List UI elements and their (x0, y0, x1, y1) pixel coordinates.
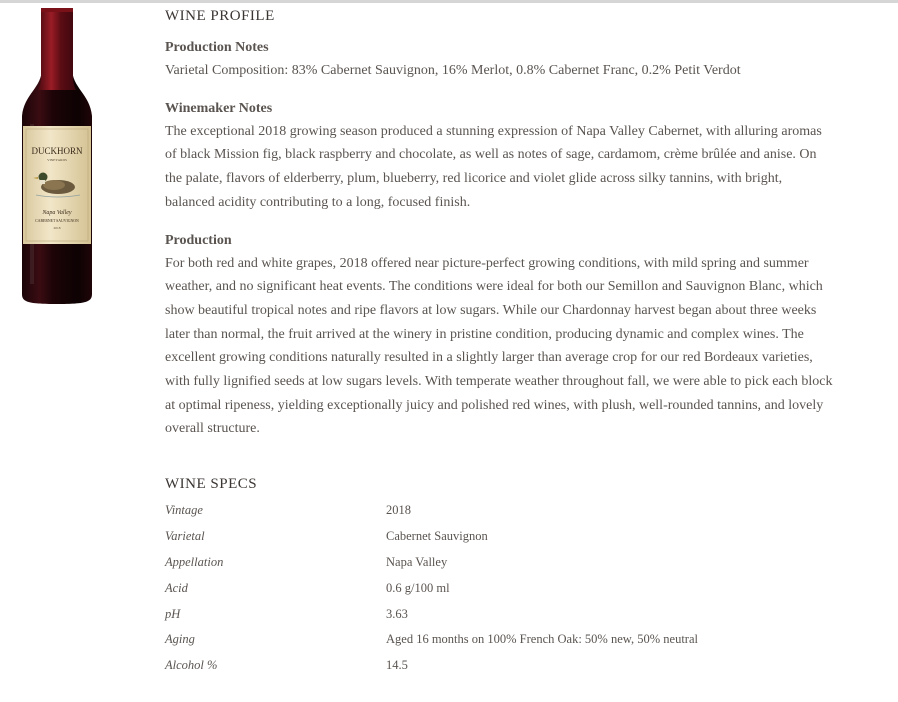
spec-label: Varietal (165, 529, 205, 544)
wine-bottle-image (14, 6, 100, 308)
spec-row-aging (165, 627, 765, 653)
bottle-illustration (14, 6, 100, 308)
spec-row-ph (165, 601, 765, 627)
spec-label: Aging (165, 632, 195, 647)
winemaker-notes-block (165, 98, 835, 215)
bottle-brand-text: DUCKHORN (31, 146, 83, 156)
bottle-varietal-text: CABERNET SAUVIGNON (35, 219, 79, 223)
spec-row-vintage (165, 498, 765, 524)
spec-row-appellation (165, 550, 765, 576)
wine-profile-section (165, 6, 835, 441)
production-heading: Production (165, 232, 232, 248)
production-notes-heading: Production Notes (165, 40, 269, 55)
spec-label: Acid (165, 580, 188, 595)
bottle-region-text: Napa Valley (42, 210, 72, 216)
spec-value: 2018 (386, 503, 411, 518)
winemaker-notes-heading: Winemaker Notes (165, 100, 273, 116)
bottle-year-text: 2018 (53, 226, 61, 230)
spec-value: 0.6 g/100 ml (386, 580, 450, 595)
spec-label: Vintage (165, 503, 203, 518)
spec-value: 3.63 (386, 606, 408, 621)
winemaker-notes-text: The exceptional 2018 growing season produced a stunning expression of Napa Valley Cabernet, with alluring aromas of black Mission fig, black raspberry and chocolate, as well as notes of sage, cardamom, crème brûlée and anise. On the palate, flavors of elderberry, plum, blueberry, red licorice and violet glide across silky tannins, with bright, balanced acidity contributing to a long, focused finish. (165, 123, 822, 210)
spec-row-varietal (165, 524, 765, 550)
wine-specs-section (165, 474, 765, 679)
production-text: For both red and white grapes, 2018 offered near picture-perfect growing conditions, with mild spring and summer weather, and no significant heat events. The conditions were ideal for both our Semillon and Sauvignon Blanc, which show beautiful tropical notes and ripe flavors at low sugars. While our Chardonnay harvest began about three weeks later than normal, the fruit arrived at the winery in pristine condition, producing dynamic and complex wines. The excellent growing conditions naturally resulted in a slightly larger than average crop for our red Bordeaux varieties, with fully lignified seeds at low sugars levels. With temperate weather throughout fall, we were able to pick each block at optimal ripeness, yielding exceptionally juicy and polished red wines, with plush, well-rounded tannins, and lovely overall structure. (165, 255, 833, 437)
production-block (165, 230, 835, 442)
spec-label: Appellation (165, 554, 224, 569)
production-notes-block (165, 37, 835, 83)
spec-label: Alcohol % (165, 658, 218, 673)
spec-value: Cabernet Sauvignon (386, 529, 488, 544)
spec-label: pH (165, 606, 181, 621)
wine-specs-title: WINE SPECS (165, 476, 258, 492)
wine-profile-title: WINE PROFILE (165, 8, 275, 24)
bottle-sub-text: VINEYARDS (47, 158, 67, 162)
spec-row-alcohol (165, 653, 765, 679)
spec-value: 14.5 (386, 658, 408, 673)
specs-table (165, 498, 765, 679)
spec-value: Aged 16 months on 100% French Oak: 50% new, 50% neutral (386, 632, 698, 647)
spec-row-acid (165, 575, 765, 601)
top-divider (0, 0, 898, 3)
production-notes-text: Varietal Composition: 83% Cabernet Sauvignon, 16% Merlot, 0.8% Cabernet Franc, 0.2% Petit Verdot (165, 63, 741, 78)
spec-value: Napa Valley (386, 554, 448, 569)
